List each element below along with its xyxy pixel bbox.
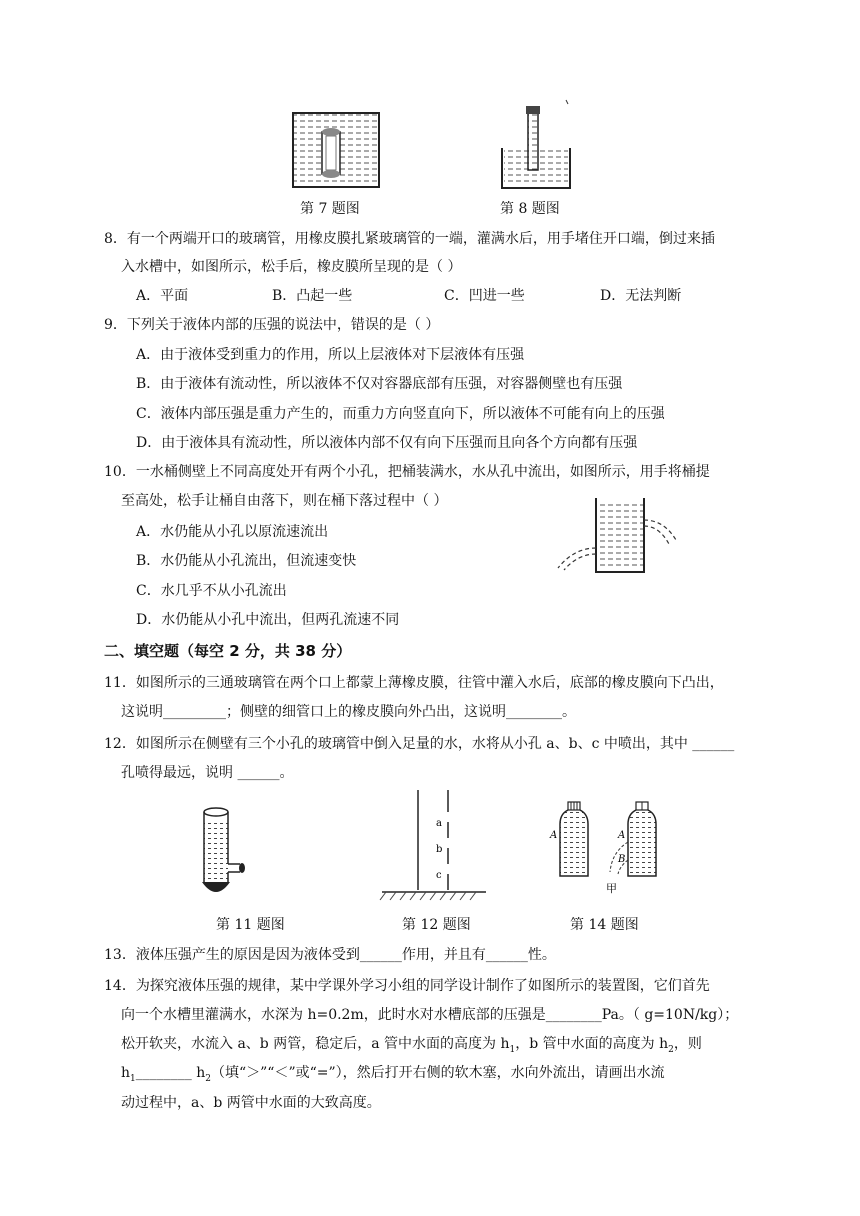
figure-14-label-a-right: A xyxy=(618,830,626,841)
q10-line-2: 至高处，松手让桶自由落下，则在桶下落过程中（ ） xyxy=(121,493,448,509)
q9-option-a[interactable]: A．由于液体受到重力的作用，所以上层液体对下层液体有压强 xyxy=(136,347,525,363)
q14-sub-1: 1 xyxy=(509,1044,516,1055)
q13-line: 13．液体压强产生的原因是因为液体受到______作用，并且有______性。 xyxy=(104,947,556,963)
q10-option-c[interactable]: C．水几乎不从小孔流出 xyxy=(136,583,287,599)
figure-7-caption: 第 7 题图 xyxy=(300,201,360,217)
q9-option-b[interactable]: B．由于液体有流动性，所以液体不仅对容器底部有压强，对容器侧壁也有压强 xyxy=(136,376,623,392)
q8-option-a[interactable]: A．平面 xyxy=(136,288,189,304)
figure-11 xyxy=(196,806,256,906)
q14-line-4-part-b: ________ h xyxy=(135,1065,206,1081)
q8-option-d[interactable]: D．无法判断 xyxy=(600,288,682,304)
q10-line-1: 10．一水桶侧壁上不同高度处开有两个小孔，把桶装满水，水从孔中流出，如图所示，用手将桶提 xyxy=(104,464,710,480)
figure-10 xyxy=(552,496,682,576)
q10-option-b[interactable]: B．水仍能从小孔流出，但流速变快 xyxy=(136,553,357,569)
q14-line-3-part-a: 松开软夹，水流入 a、b 两管，稳定后，a 管中水面的高度为 h xyxy=(121,1036,510,1052)
q11-line-1: 11．如图所示的三通玻璃管在两个口上都蒙上薄橡皮膜，往管中灌入水后，底部的橡皮膜向下凸出， xyxy=(104,675,724,691)
q14-line-3 xyxy=(121,1034,702,1060)
q14-sub-2b: 2 xyxy=(205,1073,211,1084)
q14-line-5: 动过程中，a、b 两管中水面的大致高度。 xyxy=(121,1095,381,1111)
figure-14-label-a-left: A xyxy=(550,830,558,841)
figure-14-label-b: B xyxy=(618,854,626,865)
q14-line-1: 14．为探究液体压强的规律，某中学课外学习小组的同学设计制作了如图所示的装置图，它们首先 xyxy=(104,978,710,994)
q9-option-d[interactable]: D．由于液体具有流动性，所以液体内部不仅有向下压强而且向各个方向都有压强 xyxy=(136,435,638,451)
q10-option-d[interactable]: D．水仍能从小孔中流出，但两孔流速不同 xyxy=(136,612,400,628)
q14-sub-2: 2 xyxy=(668,1044,674,1055)
q9-option-c[interactable]: C．液体内部压强是重力产生的，而重力方向竖直向下，所以液体不可能有向上的压强 xyxy=(136,406,665,422)
q14-line-4 xyxy=(121,1063,665,1089)
figure-12 xyxy=(376,790,486,906)
q11-line-2: 这说明_________；侧壁的细管口上的橡皮膜向外凸出，这说明________。 xyxy=(121,704,576,720)
figure-14-caption: 第 14 题图 xyxy=(570,917,639,933)
figure-11-caption: 第 11 题图 xyxy=(216,917,285,933)
q8-line-2: 入水槽中，如图所示，松手后，橡皮膜所呈现的是（ ） xyxy=(121,259,462,275)
q10-option-a[interactable]: A．水仍能从小孔以原流速流出 xyxy=(136,524,329,540)
section-2-heading: 二、填空题（每空 2 分，共 38 分） xyxy=(104,642,352,660)
q14-sub-1b: 1 xyxy=(130,1073,136,1084)
figure-8-caption: 第 8 题图 xyxy=(500,201,560,217)
figure-12-caption: 第 12 题图 xyxy=(402,917,471,933)
q14-line-4-part-c: （填“＞”“＜”或“=”），然后打开右侧的软木塞，水向外流出，请画出水流 xyxy=(210,1065,665,1081)
figure-8 xyxy=(500,100,580,192)
figure-14 xyxy=(546,800,666,896)
q8-option-b[interactable]: B．凸起一些 xyxy=(272,288,353,304)
figure-12-label-b: b xyxy=(436,844,443,855)
figure-12-label-c: c xyxy=(436,870,442,881)
q14-line-3-part-b: ，b 管中水面的高度为 h xyxy=(515,1036,669,1052)
q8-line-1: 8．有一个两端开口的玻璃管，用橡皮膜扎紧玻璃管的一端，灌满水后，用手堵住开口端，倒过来插 xyxy=(104,231,715,247)
q14-line-3-part-c: ，则 xyxy=(673,1036,702,1052)
figure-14-label-jia: 甲 xyxy=(606,882,617,895)
figure-7 xyxy=(292,112,382,190)
q12-line-2: 孔喷得最远，说明 ______。 xyxy=(121,765,294,781)
q9-stem: 9．下列关于液体内部的压强的说法中，错误的是（ ） xyxy=(104,317,440,333)
q14-line-2: 向一个水槽里灌满水，水深为 h=0.2m，此时水对水槽底部的压强是________Pa。（ g=10N/kg）； xyxy=(121,1007,739,1023)
q14-line-4-part-a: h xyxy=(121,1065,131,1081)
q12-line-1: 12．如图所示在侧壁有三个小孔的玻璃管中倒入足量的水，水将从小孔 a、b、c 中喷出，其中 ______ xyxy=(104,736,735,752)
figure-12-label-a: a xyxy=(436,818,442,829)
q8-option-c[interactable]: C．凹进一些 xyxy=(444,288,525,304)
